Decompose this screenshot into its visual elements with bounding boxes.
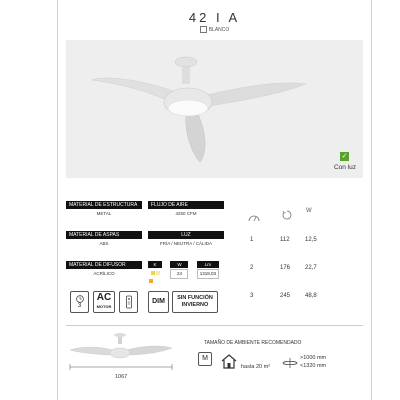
color-label: BLANCO bbox=[208, 26, 230, 33]
watts-2: 22,7 bbox=[305, 265, 317, 271]
light-lm-label: Lm bbox=[197, 261, 219, 268]
light-k-label: K bbox=[148, 261, 162, 268]
speed-3: 3 bbox=[250, 293, 254, 299]
dim-feature bbox=[148, 291, 169, 313]
speed-2: 2 bbox=[250, 265, 254, 271]
room-dim-2: <1320 mm bbox=[300, 363, 327, 369]
spec-estructura-label: MATERIAL DE ESTRUCTURA bbox=[66, 201, 142, 209]
rpm-1: 112 bbox=[280, 237, 290, 243]
rpm-2: 176 bbox=[280, 265, 291, 271]
motor-label: MOTOR bbox=[96, 304, 112, 309]
watts-1: 12,5 bbox=[305, 237, 317, 243]
color-option bbox=[58, 26, 371, 33]
timer-value: 3 bbox=[77, 303, 82, 309]
color-swatch bbox=[200, 26, 207, 33]
room-dim-1: >1000 mm bbox=[300, 355, 327, 361]
light-temp-swatches bbox=[148, 269, 162, 278]
spec-luz-value: FRÍA / NEUTRA / CÁLIDA bbox=[159, 241, 212, 246]
model-title: 42 I A bbox=[188, 10, 241, 25]
watts-3: 48,8 bbox=[305, 293, 317, 299]
room-area: hasta 20 m² bbox=[241, 364, 271, 370]
diameter-label: 1067 bbox=[115, 374, 128, 380]
con-luz-label: Con luz bbox=[333, 164, 356, 171]
spec-aspas-value: ABS bbox=[99, 241, 109, 246]
spec-aspas bbox=[66, 231, 142, 246]
spec-aspas-label: MATERIAL DE ASPAS bbox=[66, 231, 142, 239]
rpm-icon bbox=[282, 207, 292, 225]
spec-flujo bbox=[148, 201, 224, 216]
spec-difusor-value: ACRÍLICO bbox=[93, 271, 115, 276]
timer-icon bbox=[75, 294, 85, 303]
spec-luz-label: LUZ bbox=[148, 231, 224, 239]
ac-motor-feature bbox=[93, 291, 115, 313]
house-icon bbox=[220, 353, 238, 369]
spec-difusor-label: MATERIAL DE DIFUSOR bbox=[66, 261, 142, 269]
divider bbox=[66, 325, 363, 326]
remote-feature bbox=[119, 291, 138, 313]
remote-icon bbox=[124, 295, 134, 309]
product-photo bbox=[66, 40, 363, 178]
light-w-value: 24 bbox=[170, 269, 188, 279]
fan-height-icon bbox=[282, 357, 298, 369]
room-size-label: M bbox=[202, 355, 208, 362]
check-icon: ✓ bbox=[341, 153, 348, 160]
rpm-3: 245 bbox=[280, 293, 291, 299]
catalog-sheet bbox=[57, 0, 372, 400]
spec-estructura bbox=[66, 201, 142, 216]
ceiling-fan-illustration bbox=[66, 40, 363, 178]
light-table bbox=[148, 261, 224, 279]
room-size-badge bbox=[198, 352, 212, 366]
fan-dimension-drawing bbox=[68, 333, 176, 373]
spec-flujo-value: 4250 CFM bbox=[175, 211, 197, 216]
spec-difusor bbox=[66, 261, 142, 276]
spec-luz bbox=[148, 231, 224, 246]
light-lm-value: 1318,03 bbox=[197, 269, 219, 279]
room-title: TAMAÑO DE AMBIENTE RECOMENDADO bbox=[204, 340, 302, 346]
ac-label: AC bbox=[96, 292, 112, 303]
sin-funcion-invierno-feature bbox=[172, 291, 218, 313]
sin-funcion-label-2: INVIERNO bbox=[181, 302, 209, 308]
spec-estructura-value: METAL bbox=[96, 211, 112, 216]
timer-feature bbox=[70, 291, 89, 313]
speed-1: 1 bbox=[250, 237, 254, 243]
spec-flujo-label: FLUJO DE AIRE bbox=[148, 201, 224, 209]
sin-funcion-label-1: SIN FUNCIÓN bbox=[177, 295, 213, 301]
gauge-icon bbox=[248, 209, 260, 227]
dim-label: DIM bbox=[152, 298, 165, 305]
watts-header: W bbox=[306, 208, 312, 214]
light-w-label: W bbox=[170, 261, 188, 268]
